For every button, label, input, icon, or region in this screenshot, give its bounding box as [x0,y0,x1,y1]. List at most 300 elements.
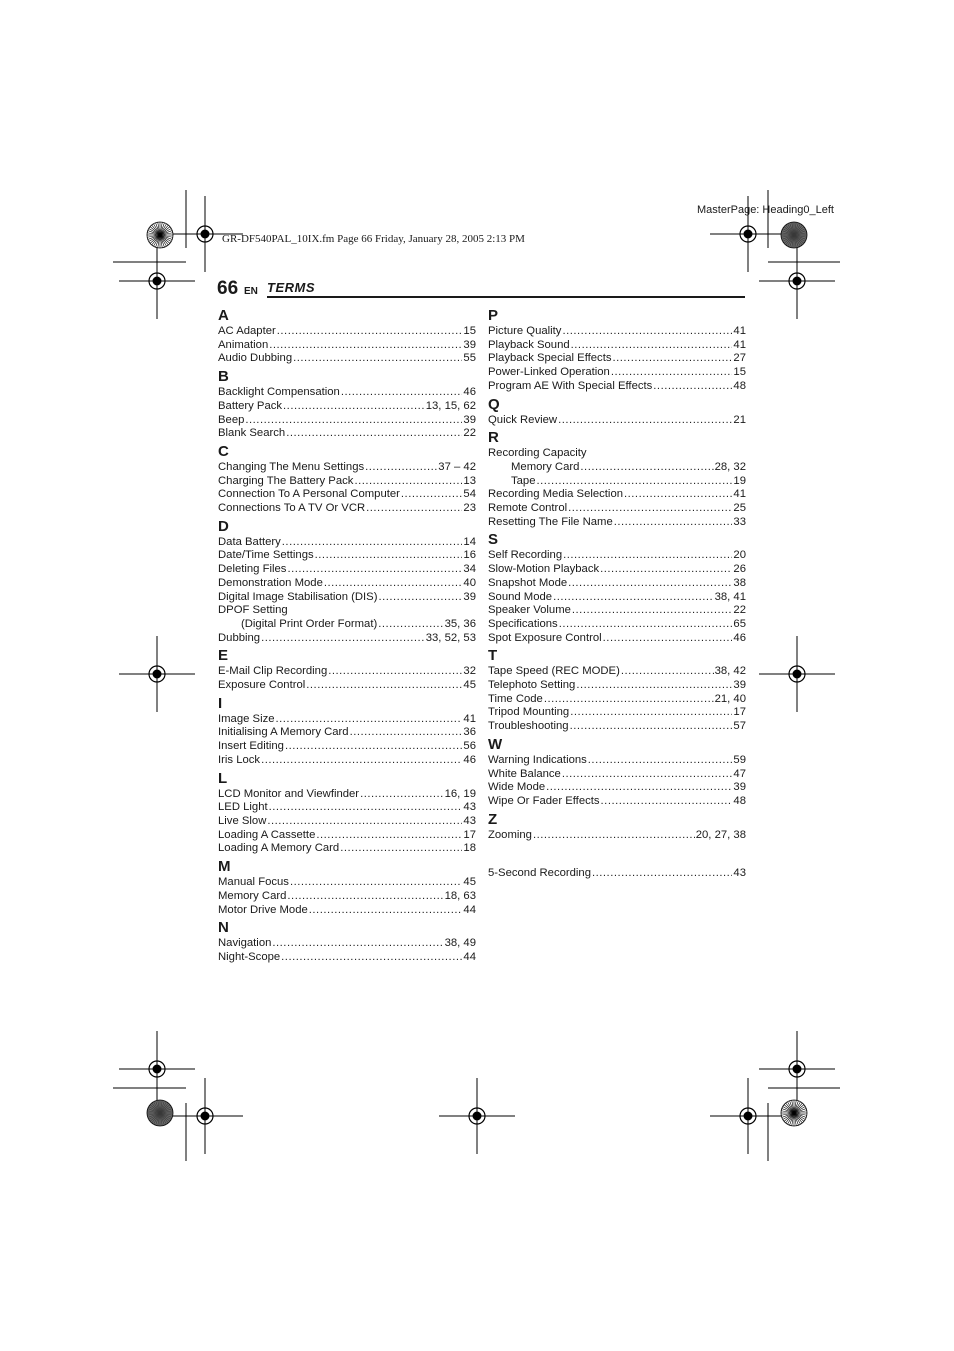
dot-leader [558,414,732,428]
entry-pages: 17 [463,828,476,841]
entry-term: Motor Drive Mode [218,903,308,916]
dot-leader [324,577,463,591]
entry-term: Program AE With Special Effects [488,379,653,392]
entry-pages: 15 [463,325,476,337]
entry-pages: 16 [463,549,476,562]
crosshair-target-icon [759,243,835,319]
index-entry [218,549,476,563]
dot-leader [572,604,733,618]
entry-pages: 59 [733,753,746,766]
index-entry [488,563,746,577]
dot-leader [570,706,732,720]
entry-pages: 43 [463,801,476,814]
entry-pages: 15 [733,366,746,379]
dot-leader [601,795,733,809]
dot-leader [366,502,462,516]
dot-leader [340,842,462,856]
dot-leader [285,740,462,754]
dot-leader [603,632,733,646]
entry-term: Spot Exposure Control [488,631,602,644]
index-entry [218,502,476,516]
dot-leader [653,380,732,394]
entry-term: Night-Scope [218,950,281,963]
index-entry [488,549,746,563]
entry-term: Deleting Files [218,563,287,576]
language-code: EN [244,286,258,297]
entry-term: Picture Quality [488,325,562,337]
page-title: TERMS [267,280,315,295]
dot-leader [580,461,713,475]
dot-leader [568,502,732,516]
dot-leader [360,788,444,802]
index-entry [218,829,476,843]
index-entry [218,842,476,856]
dot-leader [614,516,733,530]
index-entry [488,488,746,502]
entry-term: Charging The Battery Pack [218,474,354,487]
index-column-right [488,306,746,882]
index-entry [488,632,746,646]
dot-leader [267,815,462,829]
index-entry [488,447,746,461]
dot-leader [544,693,714,707]
index-entry [488,706,746,720]
entry-term: Connection To A Personal Computer [218,488,400,501]
entry-pages: 18, 63 [444,889,476,902]
entry-term: White Balance [488,767,561,780]
entry-term: Wipe Or Fader Effects [488,794,600,807]
dot-leader [261,754,462,768]
entry-pages: 23 [463,502,476,515]
entry-pages: 55 [463,352,476,365]
crosshair-target-icon [119,243,195,319]
entry-term: Warning Indications [488,753,587,766]
dot-leader [378,591,462,605]
dot-leader [571,339,733,353]
dot-leader [537,475,733,489]
dot-leader [341,386,463,400]
entry-term: Quick Review [488,413,558,426]
dot-leader [269,801,463,815]
entry-term: Navigation [218,937,272,950]
index-entry [488,380,746,394]
entry-term: Playback Sound [488,338,570,351]
dot-leader [562,325,732,339]
entry-term: Insert Editing [218,740,284,753]
index-letter-heading: B [218,368,229,386]
entry-term: AC Adapter [218,325,276,337]
index-entry [488,867,746,881]
entry-term: Changing The Menu Settings [218,460,365,473]
dot-leader [283,400,425,414]
dot-leader [269,339,462,353]
entry-term: Blank Search [218,427,286,440]
index-entry [218,386,476,400]
entry-term: Audio Dubbing [218,352,293,365]
entry-pages: 26 [733,563,746,576]
entry-term: Recording Media Selection [488,488,624,501]
dot-leader [621,665,714,679]
entry-pages: 65 [733,617,746,630]
entry-pages: 40 [463,576,476,589]
entry-term: Exposure Control [218,679,306,692]
index-group [488,428,746,529]
dot-leader [287,563,462,577]
index-entry [488,414,746,428]
dot-leader [293,352,462,366]
entry-term: Loading A Cassette [218,828,316,841]
entry-term: Date/Time Settings [218,549,314,562]
entry-term: Battery Pack [218,399,283,412]
index-entry [488,665,746,679]
entry-pages: 28, 32 [714,460,746,473]
entry-pages: 56 [463,740,476,753]
index-entry [218,488,476,502]
dot-leader [350,726,463,740]
index-entry [488,352,746,366]
entry-pages: 45 [463,679,476,692]
index-entry [488,339,746,353]
index-entry [488,516,746,530]
entry-pages: 21, 40 [714,692,746,705]
index-group [488,395,746,428]
index-group [218,769,476,857]
entry-pages: 46 [733,631,746,644]
entry-pages: 38, 42 [714,665,746,678]
index-group [488,306,746,394]
dot-leader [576,679,732,693]
index-group [218,306,476,366]
master-page-label: MasterPage: Heading0_Left [697,204,834,216]
index-entry [218,679,476,693]
index-entry [218,461,476,475]
index-entry [218,577,476,591]
index-entry [218,876,476,890]
entry-term: Troubleshooting [488,720,569,733]
index-entry [488,618,746,632]
gray-dial-icon [781,222,807,248]
dot-leader [624,488,732,502]
entry-pages: 17 [733,706,746,719]
entry-term: Sound Mode [488,590,553,603]
index-entry [488,679,746,693]
entry-pages: 39 [463,338,476,351]
crosshair-target-icon [119,636,195,712]
index-entry [218,904,476,918]
index-letter-heading: P [488,307,499,324]
index-entry [488,768,746,782]
entry-pages: 33, 52, 53 [425,631,476,644]
dot-leader [553,591,714,605]
index-letter-heading: T [488,647,498,665]
dot-leader [272,937,443,951]
entry-term: Tripod Mounting [488,706,570,719]
entry-term: Wide Mode [488,781,546,794]
index-entry [488,325,746,339]
entry-term: Manual Focus [218,876,289,889]
index-letter-heading: L [218,769,228,787]
dot-leader [568,577,732,591]
dot-leader [533,829,695,843]
entry-term: Connections To A TV Or VCR [218,502,366,515]
entry-pages: 45 [463,876,476,889]
index-group [218,442,476,516]
dot-leader [316,829,462,843]
dot-leader [287,890,443,904]
index-entry [218,563,476,577]
index-entry [218,604,476,618]
dot-leader [613,352,733,366]
entry-pages: 25 [733,502,746,515]
index-entry [218,890,476,904]
entry-term: Demonstration Mode [218,576,323,589]
entry-term: Resetting The File Name [488,515,613,528]
dot-leader [281,951,462,965]
index-entry [488,693,746,707]
entry-term: Power-Linked Operation [488,366,610,379]
entry-term: LED Light [218,801,268,814]
index-entry [488,720,746,734]
header-rule [267,296,745,298]
entry-pages: 44 [463,903,476,916]
entry-pages: 19 [733,474,746,487]
index-entry [488,502,746,516]
crosshair-target-icon [167,1078,243,1154]
index-entry [218,339,476,353]
index-group [488,843,746,881]
entry-pages: 35, 36 [444,617,476,630]
index-entry [218,536,476,550]
entry-pages: 46 [463,386,476,399]
index-entry [218,400,476,414]
entry-pages: 36 [463,726,476,739]
index-entry [218,815,476,829]
crosshair-target-icon [759,1031,835,1107]
index-letter-heading: C [218,442,229,460]
dot-leader [245,414,462,428]
index-group [218,918,476,964]
entry-pages: 18 [463,842,476,855]
index-column-left [218,306,476,966]
dot-leader [562,768,733,782]
entry-term: Initialising A Memory Card [218,726,349,739]
index-entry [218,713,476,727]
dot-leader [315,549,463,563]
entry-pages: 22 [463,427,476,440]
entry-pages: 20 [733,549,746,562]
entry-term: Speaker Volume [488,604,571,617]
entry-pages: 39 [463,413,476,426]
entry-term: Memory Card [218,889,287,902]
index-group [488,646,746,734]
index-letter-heading: Z [488,810,498,828]
entry-pages: 22 [733,604,746,617]
entry-term: Playback Special Effects [488,352,612,365]
index-entry [218,414,476,428]
page-number: 66 [217,278,239,299]
entry-pages: 48 [733,379,746,392]
dot-leader [354,475,462,489]
entry-pages: 47 [733,767,746,780]
dot-leader [290,876,462,890]
entry-pages: 44 [463,950,476,963]
dot-leader [282,536,463,550]
entry-term: Slow-Motion Playback [488,563,600,576]
dot-leader [378,618,443,632]
entry-term: Time Code [488,692,543,705]
index-entry [218,740,476,754]
dot-leader [546,781,732,795]
entry-pages: 33 [733,515,746,528]
index-letter-heading: N [218,919,229,937]
entry-pages: 13 [463,474,476,487]
crosshair-target-icon [759,636,835,712]
index-group [218,857,476,917]
dot-leader [261,632,425,646]
entry-pages: 39 [733,679,746,692]
index-letter-heading: A [218,307,229,324]
index-entry [218,937,476,951]
entry-pages: 43 [733,867,746,880]
index-entry [218,754,476,768]
dot-leader [365,461,437,475]
index-letter-heading: W [488,735,503,753]
index-letter-heading: D [218,517,229,535]
index-letter-heading: M [218,858,231,876]
dot-leader [276,713,463,727]
entry-term: Beep [218,413,245,426]
entry-term: Loading A Memory Card [218,842,340,855]
index-entry [218,788,476,802]
entry-pages: 41 [733,338,746,351]
index-entry [488,795,746,809]
entry-pages: 14 [463,535,476,548]
page-header [217,279,745,299]
entry-term: Zooming [488,828,532,841]
entry-term: Remote Control [488,502,568,515]
entry-pages: 38, 49 [444,937,476,950]
index-entry [218,801,476,815]
dot-leader [611,366,733,380]
entry-term: Self Recording [488,549,563,562]
crosshair-target-icon [710,1078,786,1154]
index-entry [218,632,476,646]
entry-pages: 41 [733,325,746,337]
dot-leader [600,563,732,577]
entry-term: Tape Speed (REC MODE) [488,665,620,678]
index-letter-heading: S [488,531,499,549]
index-entry [488,781,746,795]
entry-pages: 39 [733,781,746,794]
entry-term: Animation [218,338,269,351]
entry-pages: 20, 27, 38 [695,828,746,841]
index-group [218,367,476,441]
entry-term: LCD Monitor and Viewfinder [218,787,360,800]
index-letter-heading: Q [488,395,500,413]
entry-term: Iris Lock [218,753,261,766]
entry-pages: 21 [733,413,746,426]
entry-term: Dubbing [218,631,261,644]
entry-term: DPOF Setting [218,604,288,617]
index-entry [218,325,476,339]
entry-term: Memory Card [511,460,580,473]
index-group [488,735,746,809]
dot-leader [588,754,733,768]
entry-pages: 41 [733,488,746,501]
index-letter-heading: E [218,647,229,665]
index-entry [218,591,476,605]
index-entry [488,604,746,618]
star-target-icon [147,222,173,248]
index-entry [488,475,746,489]
entry-pages: 34 [463,563,476,576]
dot-leader [328,665,462,679]
entry-pages: 16, 19 [444,787,476,800]
entry-term: Specifications [488,617,558,630]
gray-dial-icon [147,1100,173,1126]
entry-term: Image Size [218,712,275,725]
index-entry [488,591,746,605]
index-entry [488,461,746,475]
crosshair-target-icon [119,1031,195,1107]
entry-term: Telephoto Setting [488,679,576,692]
entry-pages: 41 [463,712,476,725]
entry-pages: 39 [463,590,476,603]
crosshair-target-icon [439,1078,515,1154]
dot-leader [401,488,463,502]
index-entry [218,475,476,489]
entry-term: E-Mail Clip Recording [218,665,328,678]
index-letter-heading: I [218,694,223,712]
index-group [488,810,746,843]
entry-term: (Digital Print Order Format) [241,617,378,630]
index-entry [218,951,476,965]
entry-term: Digital Image Stabilisation (DIS) [218,590,378,603]
index-entry [488,366,746,380]
entry-pages: 27 [733,352,746,365]
dot-leader [563,549,732,563]
index-group [218,646,476,692]
index-entry [488,829,746,843]
index-group [218,517,476,646]
index-entry [218,618,476,632]
index-group [218,694,476,768]
entry-pages: 48 [733,794,746,807]
entry-pages: 38 [733,576,746,589]
dot-leader [286,427,462,441]
dot-leader [309,904,463,918]
index-entry [488,577,746,591]
index-entry [218,352,476,366]
index-entry [218,726,476,740]
entry-pages: 38, 41 [714,590,746,603]
dot-leader [559,618,733,632]
entry-term: Recording Capacity [488,447,587,460]
entry-term: Backlight Compensation [218,386,340,399]
index-letter-heading: R [488,429,499,447]
spacer [488,843,746,867]
star-target-icon [781,1100,807,1126]
dot-leader [277,325,463,339]
dot-leader [592,867,732,881]
index-entry [218,427,476,441]
entry-term: Tape [511,474,536,487]
dot-leader [306,679,462,693]
index-entry [218,665,476,679]
entry-term: Data Battery [218,535,281,548]
entry-pages: 32 [463,665,476,678]
entry-pages: 54 [463,488,476,501]
